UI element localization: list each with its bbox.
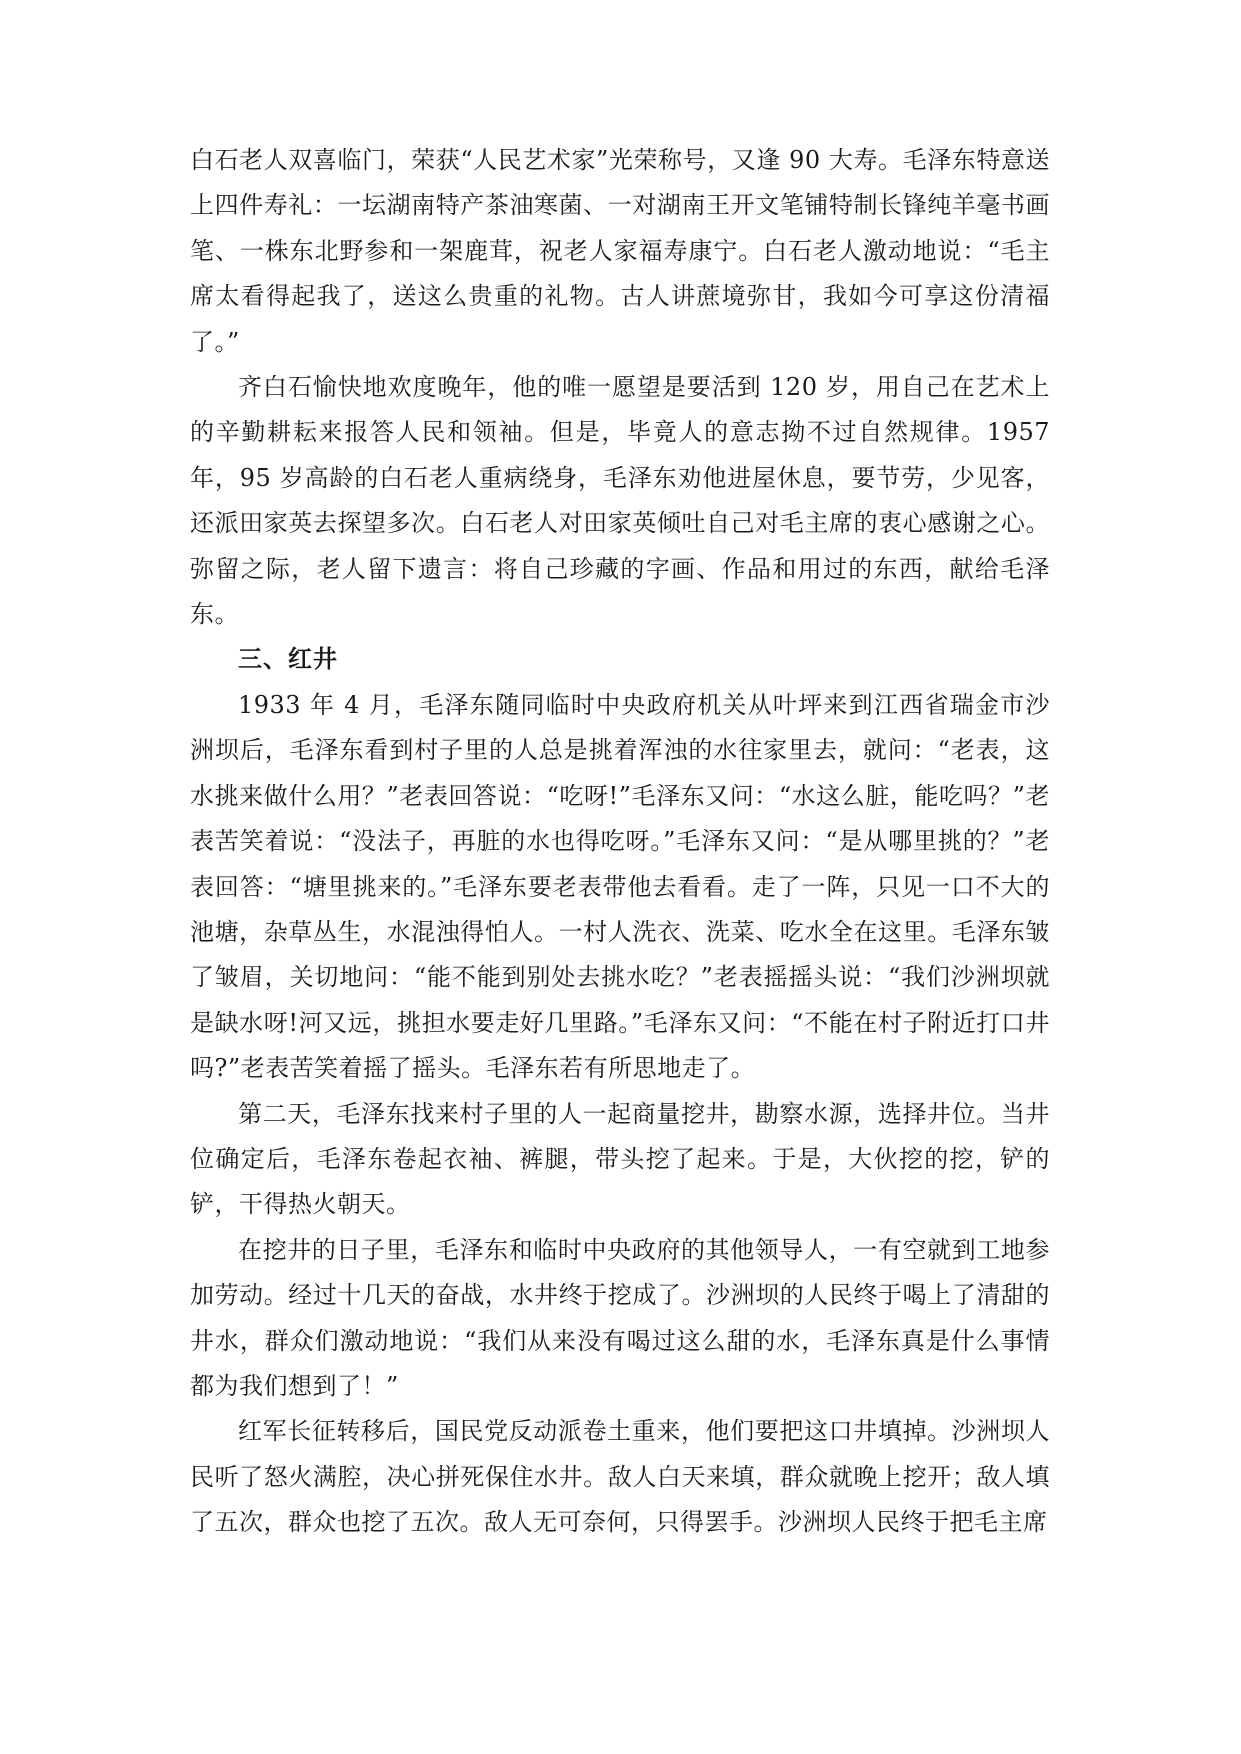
paragraph-digging-well: 第二天，毛泽东找来村子里的人一起商量挖井，勘察水源，选择井位。当井位确定后，毛泽东卷起衣袖、裤腿，带头挖了起来。于是，大伙挖的挖，铲的铲，干得热火朝天。	[190, 1099, 1050, 1219]
paragraph-shazhouba-water-problem: 1933 年 4 月，毛泽东随同临时中央政府机关从叶坪来到江西省瑞金市沙洲坝后，毛泽东看到村子里的人总是挑着浑浊的水往家里去，就问：“老表，这水挑来做什么用？”老表回答说：“吃呀!”毛泽东又问：“水这么脏，能吃吗？”老表苦笑着说：“没法子，再脏的水也得吃呀。”毛泽东又问：“是从哪里挑的？”老表回答：“塘里挑来的。”毛泽东要老表带他去看看。走了一阵，只见一口不大的池塘，杂草丛生，水混浊得怕人。一村人洗衣、洗菜、吃水全在这里。毛泽东皱了皱眉，关切地问：“能不能到别处去挑水吃？”老表摇摇头说：“我们沙洲坝就是缺水呀!河又远，挑担水要走好几里路。”毛泽东又问：“不能在村子附近打口井吗?”老表苦笑着摇了摇头。毛泽东若有所思地走了。	[190, 690, 1050, 1083]
section-heading-red-well: 三、红井	[238, 645, 338, 674]
paragraph-protecting-well: 红军长征转移后，国民党反动派卷土重来，他们要把这口井填掉。沙洲坝人民听了怒火满腔，决心拼死保住水井。敌人白天来填，群众就晚上挖开；敌人填了五次，群众也挖了五次。敌人无可奈何，只得罢手。沙洲坝人民终于把毛主席	[190, 1417, 1050, 1537]
paragraph-qi-baishi-birthday-gifts: 白石老人双喜临门，荣获“人民艺术家”光荣称号，又逢 90 大寿。毛泽东特意送上四件寿礼：一坛湖南特产茶油寒菌、一对湖南王开文笔铺特制长锋纯羊毫书画笔、一株东北野参和一架鹿茸，祝老人家福寿康宁。白石老人激动地说：“毛主席太看得起我了，送这么贵重的礼物。古人讲蔗境弥甘，我如今可享这份清福了。”	[190, 146, 1050, 356]
paragraph-well-completed: 在挖井的日子里，毛泽东和临时中央政府的其他领导人，一有空就到工地参加劳动。经过十几天的奋战，水井终于挖成了。沙洲坝的人民终于喝上了清甜的井水，群众们激动地说：“我们从来没有喝过这么甜的水，毛泽东真是什么事情都为我们想到了！”	[190, 1235, 1050, 1400]
document-body	[190, 138, 1050, 1546]
paragraph-qi-baishi-later-years: 齐白石愉快地欢度晚年，他的唯一愿望是要活到 120 岁，用自己在艺术上的辛勤耕耘来报答人民和领袖。但是，毕竟人的意志拗不过自然规律。1957 年，95 岁高龄的白石老人重病绕身，毛泽东劝他进屋休息，要节劳，少见客，还派田家英去探望多次。白石老人对田家英倾吐自己对毛主席的衷心感谢之心。弥留之际，老人留下遗言：将自己珍藏的字画、作品和用过的东西，献给毛泽东。	[190, 373, 1050, 629]
